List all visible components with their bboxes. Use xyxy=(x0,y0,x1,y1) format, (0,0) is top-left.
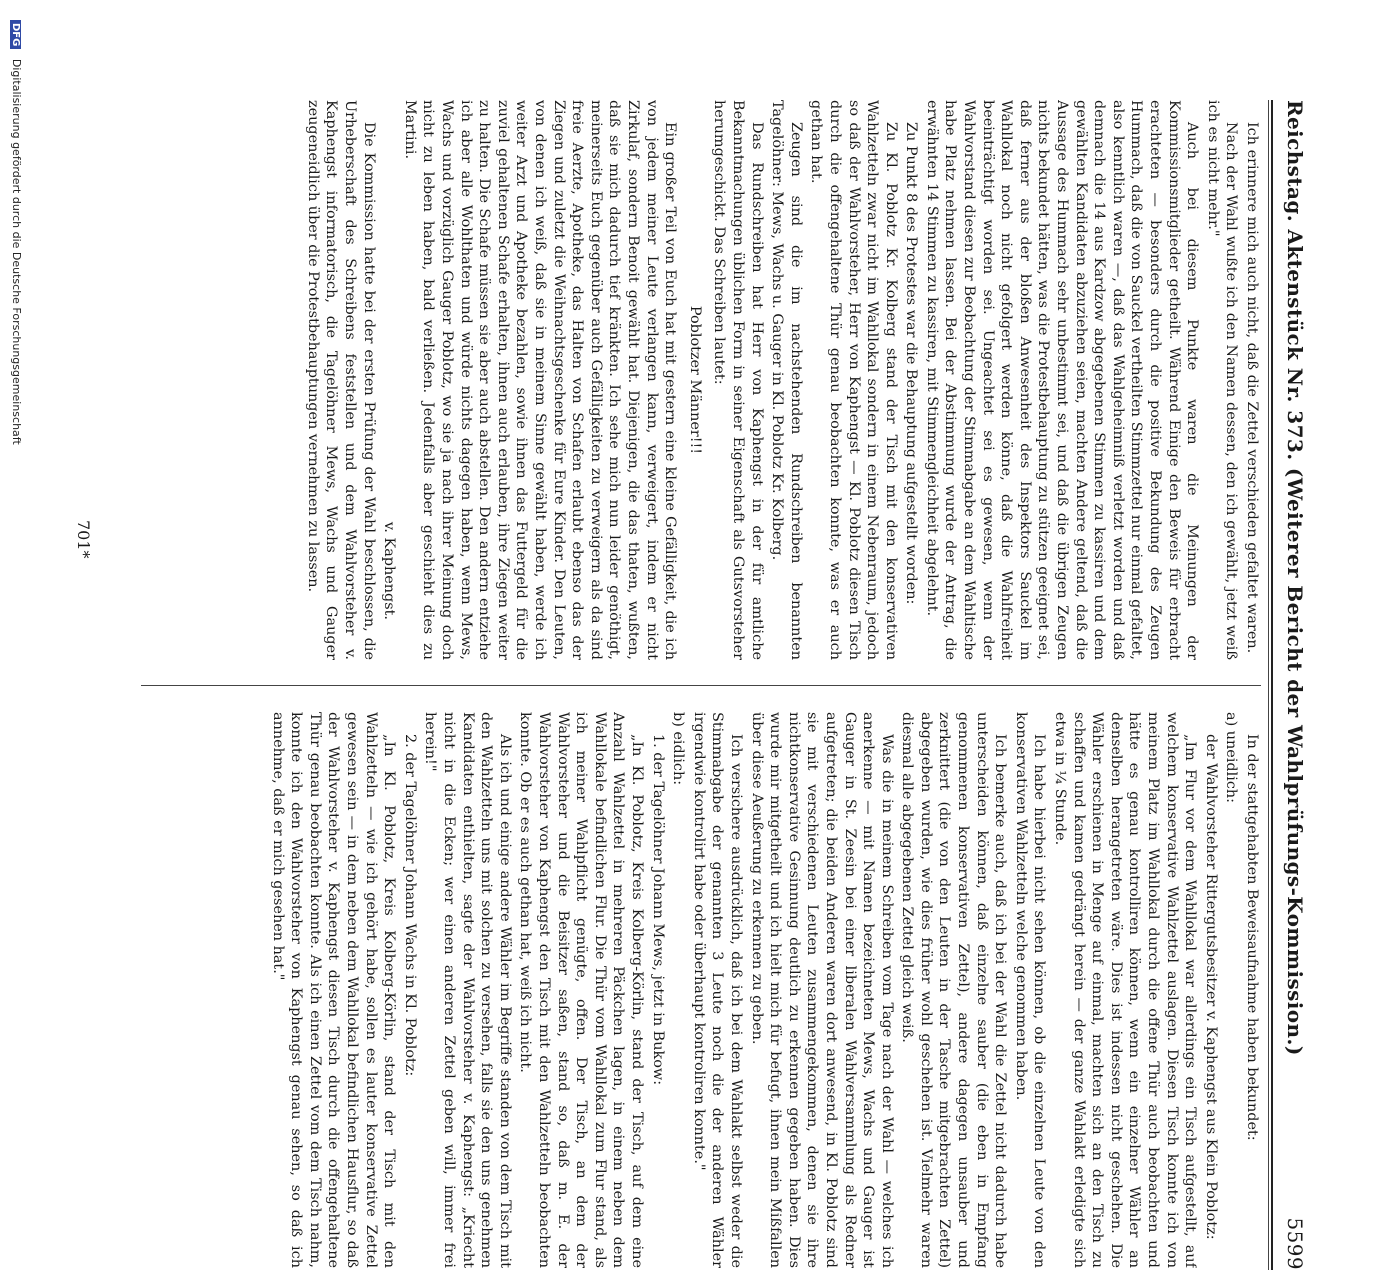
left-column xyxy=(121,100,1261,660)
paragraph: 1. der Tagelöhner Johann Mews, jetzt in Bukow: xyxy=(648,712,667,1268)
paragraph: der Wahlvorsteher Rittergutsbesitzer v. Kaphengst aus Klein Poblotz: xyxy=(1201,712,1220,1268)
credit-text: Digitalisierung gefördert durch die Deutsche Forschungsgemeinschaft xyxy=(10,59,23,445)
paragraph: „In Kl. Poblotz, Kreis Kolberg-Körlin, stand der Tisch mit den Wahlzetteln — wie ich gehört habe, sollen es lauter konservative Zettel gewesen sein — in dem neben dem Wahllokal befindlichen Hausflur, so daß der Wahlvorsteher v. Kaphengst diesen Tisch durch die offengehaltene Thür genau beobachten konnte. Als ich einen Zettel vom dem Tisch nahm, konnte ich den Wahlvorsteher von Kaphengst genau sehen, so daß ich annehme, daß er mich gesehen hat." xyxy=(268,712,398,1268)
letter-salutation: Poblotzer Männer!!! xyxy=(685,100,704,660)
paragraph: Auch bei diesem Punkte waren die Meinungen der Kommissionsmitglieder getheilt. Während Einige den Beweis für erbracht erachteten — besonders durch die positive Bekundung des Zeugen Hummach, daß die von Sauckel vertheilten Stimmzettel nur einmal gefaltet, also kenntlich waren —, daß das Wahlgeheimniß verletzt worden und daß demnach die 14 aus Kardzow abgegebenen Stimmen zu kassiren und dem gewählten Kandidaten abzuziehen seien, machten Andere geltend, daß die Aussage des Hummach sehr unbestimmt sei, und daß die übrigen Zeugen nichts bekundet hätten, was die Protestbehauptung zu stützen geeignet sei, daß ferner aus der bloßen Anwesenheit des Inspektors Sauckel im Wahllokal noch nicht gefolgert werden könne, daß die Wahlfreiheit beeinträchtigt worden sei. Ungeachtet sei es gewesen, wenn der Wahlvorstand diesen zur Beobachtung der Stimmabgabe an dem Wahltische habe Platz nehmen lassen. Bei der Abstimmung wurde der Antrag, die erwähnten 14 Stimmen zu kassiren, mit Stimmengleichheit abgelehnt. xyxy=(922,100,1201,660)
folio-mark: 701* xyxy=(74,520,93,559)
paragraph: Was die in meinem Schreiben vom Tage nach der Wahl — welches ich anerkenne — mit Namen bezeichneten Mews, Wachs und Gauger ist Gauger in St. Zeesin bei einer liberalen Wahlversammlung als Redner aufgetreten; die beiden Anderen waren dort anwesend, in Kl. Poblotz sind sie mit verschiedenen Leuten zusammengekommen, denen sie ihre nichtkonservative Gesinnung deutlich zu erkennen gegeben haben. Dies wurde mir mitgetheilt und ich hielt mich für befugt, ihnen mein Mißfallen über diese Aeußerung zu erkennen zu geben. xyxy=(747,712,896,1268)
paragraph: Zu Kl. Poblotz Kr. Kolberg stand der Tisch mit den konservativen Wahlzetteln zwar nicht im Wahllokal sondern in einem Nebenraum, jedoch so daß der Wahlvorsteher, Herr von Kaphengst — Kl. Poblotz diesen Tisch durch die offengehaltene Thür genau beobachten konnte, was er auch gethan hat. xyxy=(807,100,900,660)
column-divider xyxy=(141,685,1261,686)
paragraph: „In Kl. Poblotz, Kreis Kolberg-Körlin, stand der Tisch, auf dem eine Anzahl Wahlzettel in mehreren Päckchen lagen, in einem neben dem Wahllokale befindlichen Flur. Die Thür vom Wahllokal zum Flur stand, als ich meiner Wahlpflicht genügte, offen. Der Tisch, an dem der Wahlvorsteher und die Beisitzer saßen, stand so, daß m. E. der Wahlvorsteher von Kaphengst den Tisch mit den Wahlzetteln beobachten konnte. Ob er es auch gethan hat, weiß ich nicht. xyxy=(516,712,646,1268)
running-title: Reichstag. Aktenstück Nr. 373. (Weiterer Bericht der Wahlprüfungs-Kommission.) xyxy=(1283,100,1307,1056)
paragraph: Zu Punkt 8 des Protestes war die Behauptung aufgestellt worden: xyxy=(902,100,921,660)
paragraph: Zeugen sind die im nachstehenden Rundschreiben benannten Tagelöhner: Mews, Wachs u. Gauger in Kl. Poblotz Kr. Kolberg. xyxy=(768,100,805,660)
paragraph: Als ich und einige andere Wähler im Begriffe standen von dem Tisch mit den Wahlzetteln uns mit solchen zu versehen, falls sie den uns genehmen Kandidaten enthielten, sagte der Wahlvorsteher v. Kaphengst: „Kriecht nicht in die Ecken; wer einen anderen Zettel geben will, immer frei herein!" xyxy=(421,712,514,1268)
paragraph: Nach der Wahl wußte ich den Namen dessen, den ich gewählt, jetzt weiß ich es nicht mehr." xyxy=(1203,100,1240,660)
paragraph: Ich bemerke auch, daß ich bei der Wahl die Zettel nicht dadurch habe unterscheiden können, daß einzelne sauber (die eben in Empfang genommenen konservativen Zettel), andere dagegen unsauber und zerknittert (die von den Leuten in der Tasche mitgebrachten Zettel) abgegeben wurden, wie dies früher wohl geschehen ist. Vielmehr waren diesmal alle abgegebenen Zettel gleich weiß. xyxy=(898,712,1010,1268)
letter-signature: v. Kaphengst. xyxy=(380,100,399,660)
header-rule-thin xyxy=(1268,100,1269,1270)
paragraph: a) uneidlich: xyxy=(1222,712,1241,1268)
paragraph: In der stattgehabten Beweisaufnahme haben bekundet: xyxy=(1242,712,1261,1268)
paragraph: Ich versichere ausdrücklich, daß ich bei dem Wahlakt selbst weder die Stimmabgabe der genannten 3 Leute noch die der anderen Wähler irgendwie kontrolirt habe oder überhaupt kontroliren konnte." xyxy=(689,712,745,1268)
dfg-logo: DFG xyxy=(10,20,21,49)
paragraph: Ich habe hierbei nicht sehen können, ob die einzelnen Leute von den konservativen Wahlzetteln welche genommen haben. xyxy=(1011,712,1048,1268)
paragraph: 2. der Tagelöhner Johann Wachs in Kl. Poblotz: xyxy=(400,712,419,1268)
header-rule xyxy=(1271,100,1273,1270)
right-column xyxy=(121,712,1261,1268)
digitization-credit xyxy=(3,0,23,1000)
paragraph: Das Rundschreiben hat Herr von Kaphengst in der für amtliche Bekanntmachungen üblichen Form in seiner Eigenschaft als Gutsvorsteher herumgeschickt. Das Schreiben lautet: xyxy=(710,100,766,660)
page-number: 5599 xyxy=(1283,1218,1307,1270)
paragraph: „Im Flur vor dem Wahllokal war allerdings ein Tisch aufgestellt, auf welchem konservative Wahlzettel auslagen. Diesen Tisch konnte ich von meinem Platz im Wahllokal durch die offene Thür auch beobachten und hätte es genau kontrolliren können, wenn ein einzelner Wähler an denselben herangetreten wäre. Dies ist indessen nicht geschehen. Die Wähler erschienen in Menge auf einmal, machten sich an den Tisch zu schaffen und kamen gedrängt herein — der ganze Wahlakt erledigte sich etwa in ¼ Stunde. xyxy=(1050,712,1199,1268)
paragraph: Die Kommission hatte bei der ersten Prüfung der Wahl beschlossen, die Urheberschaft des Schreibens feststellen und dem Wahlvorsteher v. Kaphengst informatorisch, die Tagelöhner Mews, Wachs und Gauger zeugeneidlich über die Protestbehauptungen vernehmen zu lassen. xyxy=(303,100,377,660)
paragraph: b) eidlich: xyxy=(669,712,688,1268)
paragraph: Ein großer Teil von Euch hat mit gestern eine kleine Gefälligkeit, die ich von jedem meiner Leute verlangen kann, verweigert, indem er nicht Zirkulaf, sondern Benoit gewählt hat. Diejenigen, die das thaten, wußten, daß sie mich dadurch tief kränkten. Ich sehe mich nun leider genöthigt, meinerseits Euch gegenüber auch Gefälligkeiten zu verweigern als da sind freie Aerzte, Apotheke, das Halten von Schafen erlaubt ebenso das der Ziegen und zuletzt die Weihnachtsgeschenke für Eure Kinder. Den Leuten, von denen ich weiß, daß sie in meinem Sinne gewählt haben, werde ich weiter Arzt und Apotheke bezahlen, sowie ihnen das Futtergeld für die zuviel gehaltenen Schafe erhalten, ihnen auch erlauben, ihre Ziegen weiter zu halten. Die Schafe müssen sie aber auch abstellen. Den andern entziehe ich aber alle Wohlthaten und würde nichts dagegen haben, wenn Mews, Wachs und vorzüglich Gauger Poblotz, wo sie ja nach ihrer Meinung doch nicht zu leben haben, bald verließen. Jedenfalls aber geschieht dies zu Martini. xyxy=(400,100,679,660)
paragraph: Ich erinnere mich auch nicht, daß die Zettel verschieden gefaltet waren. xyxy=(1242,100,1261,660)
